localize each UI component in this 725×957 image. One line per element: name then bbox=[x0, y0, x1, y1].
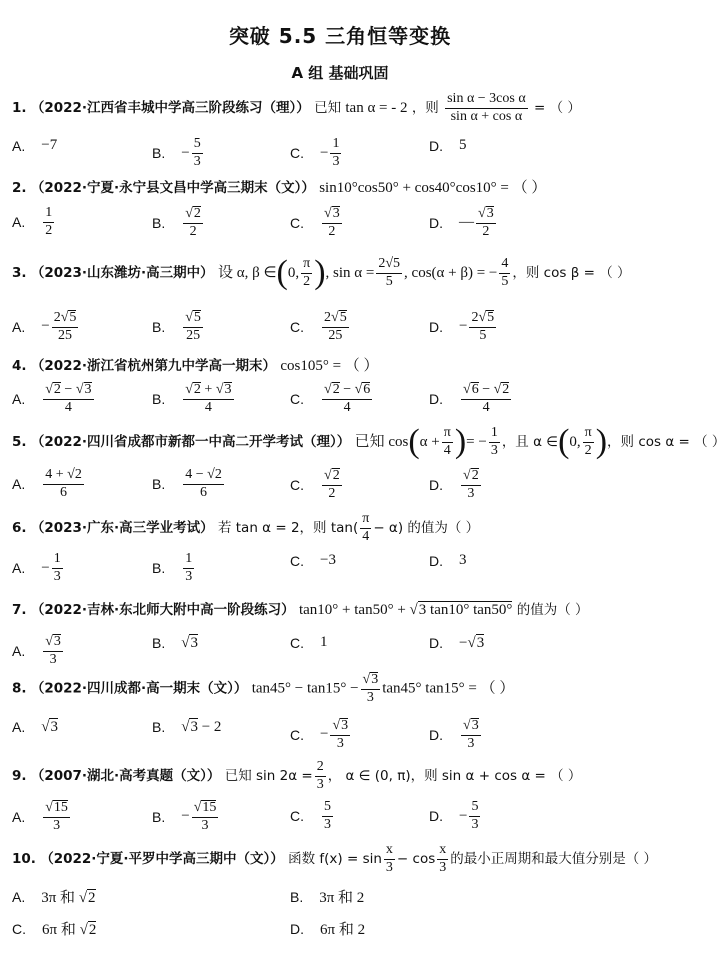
option-d[interactable]: D. $\frac{√3}{3}$ bbox=[429, 718, 479, 751]
option-a[interactable]: A. −7 bbox=[12, 137, 58, 154]
question-source: （2022·四川成都·高一期末（文）） bbox=[30, 680, 248, 697]
option-a[interactable]: A. $\frac{√3}{3}$ bbox=[12, 634, 61, 667]
question-2: 2. （2022·宁夏·永宁县文昌中学高三期末（文）） sin10°cos50° + cos40°cos10° = （ ） bbox=[12, 180, 547, 196]
option-b[interactable]: B. $\frac{4 - √2}{6}$ bbox=[152, 467, 222, 500]
option-a[interactable]: A. $\frac{4 + √2}{6}$ bbox=[12, 467, 82, 500]
option-a[interactable]: A. − $\frac{2√5}{25}$ bbox=[12, 310, 77, 343]
question-4: 4. （2022·浙江省杭州第九中学高一期末） cos105° = （ ） bbox=[12, 358, 379, 374]
question-5: 5. （2022·四川省成都市新都一中高二开学考试（理）） 已知 cos(α + $\frac{\pi}{4}$ )= − $\frac{1}{3}$ ，且 α ∈(0, $\frac{\pi}{2}$ )，则 cos α = （ ） bbox=[12, 423, 725, 460]
option-d[interactable]: D. −√3 bbox=[429, 635, 485, 651]
question-9: 9. （2007·湖北·高考真题（文）） 已知 sin 2α = $\frac{2}{3}$ ， α ∈ (0, π)，则 sin α + cos α = （ ） bbox=[12, 759, 582, 792]
question-source: （2022·宁夏·永宁县文昌中学高三期末（文）） bbox=[30, 180, 315, 196]
option-b[interactable]: B. $\frac{√2}{2}$ bbox=[152, 206, 201, 239]
option-d[interactable]: D. 5 bbox=[429, 137, 467, 154]
question-6: 6. （2023·广东·高三学业考试） 若 tan α = 2，则 tan( $\frac{\pi}{4}$ − α) 的值为（ ） bbox=[12, 511, 480, 544]
page-title: 突破 5.5 三角恒等变换 bbox=[228, 24, 452, 48]
question-source: （2022·江西省丰城中学高三阶段练习（理）） bbox=[30, 100, 310, 117]
question-source: （2022·浙江省杭州第九中学高一期末） bbox=[30, 358, 277, 374]
option-c[interactable]: C. $\frac{√3}{2}$ bbox=[290, 206, 340, 239]
question-source: （2022·宁夏·平罗中学高三期中（文）） bbox=[40, 851, 284, 868]
question-1: 1. （2022·江西省丰城中学高三阶段练习（理）） 已知 tan α = - 2 ，则 $\frac{\text{sin α − 3cos α}}{\text{sin α + cos α}}$ = （ ） bbox=[12, 91, 581, 124]
option-d[interactable]: D. − $\frac{5}{3}$ bbox=[429, 799, 479, 832]
option-a[interactable]: A. $\frac{√2 - √3}{4}$ bbox=[12, 382, 92, 415]
question-7: 7. （2022·吉林·东北师大附中高一阶段练习） tan10° + tan50° + √3 tan10° tan50° 的值为（ ） bbox=[12, 602, 589, 618]
option-c[interactable]: C. $\frac{5}{3}$ bbox=[290, 799, 331, 832]
option-a[interactable]: A. √3 bbox=[12, 719, 58, 735]
option-a[interactable]: A. $\frac{√15}{3}$ bbox=[12, 800, 68, 833]
option-c[interactable]: C. $\frac{√2 - √6}{4}$ bbox=[290, 382, 371, 415]
option-c[interactable]: C. −3 bbox=[290, 552, 336, 569]
section-title: A 组 基础巩固 bbox=[291, 64, 389, 82]
question-source: （2022·吉林·东北师大附中高一阶段练习） bbox=[30, 602, 295, 618]
option-d[interactable]: D. $\frac{√2}{3}$ bbox=[429, 468, 479, 501]
question-source: （2007·湖北·高考真题（文）） bbox=[30, 768, 221, 785]
option-c[interactable]: C. $\frac{2√5}{25}$ bbox=[290, 310, 347, 343]
option-b[interactable]: B. $\frac{√2 + √3}{4}$ bbox=[152, 382, 232, 415]
fraction: $\frac{\text{sin α − 3cos α}}{\text{sin α + cos α}}$ bbox=[447, 91, 526, 124]
question-3: 3. （2023·山东潍坊·高三期中） 设 α, β ∈(0, $\frac{\pi}{2}$ ), sin α = $\frac{2√5}{5}$ , cos(α + β) = − $\frac{4}{5}$ ，则 cos β = （ ） bbox=[12, 254, 631, 291]
option-b[interactable]: B. − $\frac{5}{3}$ bbox=[152, 136, 201, 169]
question-8: 8. （2022·四川成都·高一期末（文）） tan45° − tan15° − $\frac{√3}{3}$ tan45° tan15° = （ ） bbox=[12, 672, 515, 705]
option-b[interactable]: B. √3 − 2 bbox=[152, 719, 222, 735]
option-d[interactable]: D. − $\frac{2√5}{5}$ bbox=[429, 310, 495, 343]
option-d[interactable]: D. 3 bbox=[429, 552, 467, 569]
question-source: （2022·四川省成都市新都一中高二开学考试（理）） bbox=[30, 434, 351, 450]
option-d[interactable]: D. — $\frac{√3}{2}$ bbox=[429, 206, 494, 239]
option-c[interactable]: C. $\frac{√2}{2}$ bbox=[290, 468, 340, 501]
option-b[interactable]: B. 3π 和 2 bbox=[290, 888, 365, 906]
option-b[interactable]: B. − $\frac{√15}{3}$ bbox=[152, 800, 217, 833]
option-a[interactable]: A. $\frac{1}{2}$ bbox=[12, 205, 53, 238]
option-b[interactable]: B. √3 bbox=[152, 635, 198, 651]
question-10: 10. （2022·宁夏·平罗中学高三期中（文）） 函数 f(x) = sin $\frac{x}{3}$ − cos $\frac{x}{3}$ 的最小正周期和最大值分别是（ ） bbox=[12, 842, 658, 875]
option-b[interactable]: B. $\frac{1}{3}$ bbox=[152, 551, 193, 584]
option-d[interactable]: D. $\frac{√6 - √2}{4}$ bbox=[429, 382, 510, 415]
option-c[interactable]: C. − $\frac{√3}{3}$ bbox=[290, 718, 349, 751]
option-c[interactable]: C. − $\frac{1}{3}$ bbox=[290, 136, 340, 169]
question-source: （2023·山东潍坊·高三期中） bbox=[30, 265, 214, 281]
option-c[interactable]: C. 1 bbox=[290, 634, 328, 651]
option-a[interactable]: A. 3π 和 √2 bbox=[12, 888, 96, 906]
option-c[interactable]: C. 6π 和 √2 bbox=[12, 920, 97, 938]
question-source: （2023·广东·高三学业考试） bbox=[30, 520, 214, 537]
option-b[interactable]: B. $\frac{√5}{25}$ bbox=[152, 310, 201, 343]
option-a[interactable]: A. − $\frac{1}{3}$ bbox=[12, 551, 61, 584]
option-d[interactable]: D. 6π 和 2 bbox=[290, 920, 366, 938]
